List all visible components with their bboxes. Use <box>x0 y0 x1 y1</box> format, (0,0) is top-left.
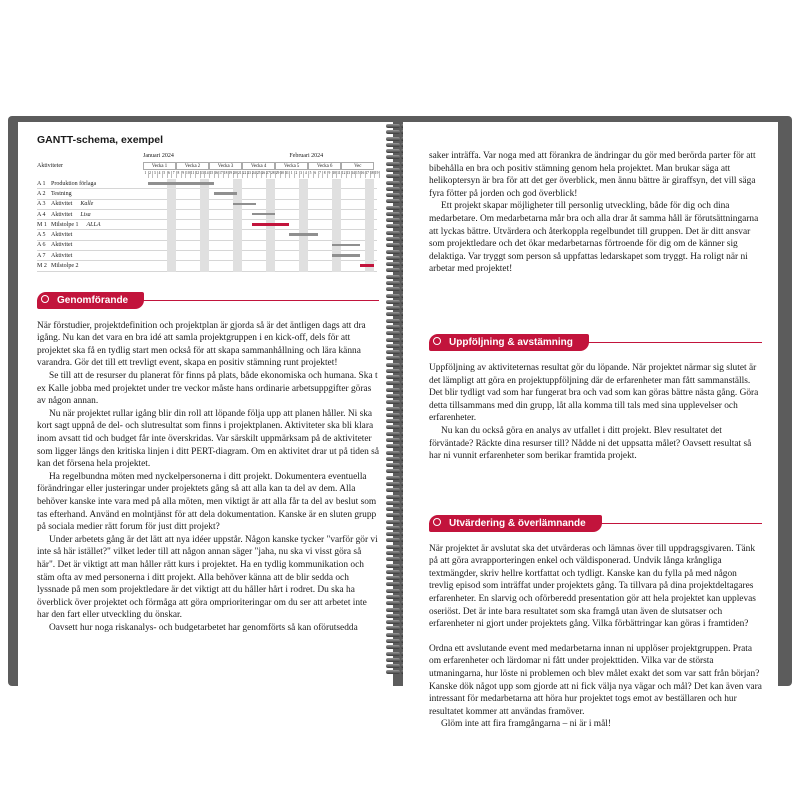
gantt-row <box>37 230 377 240</box>
gantt-day-label: 11 <box>337 171 343 178</box>
gantt-week-label: Vecka 5 <box>275 162 308 170</box>
gantt-day-label: 22 <box>242 171 248 178</box>
paragraph: Glöm inte att fira framgångarna – ni är i mål! <box>441 719 611 730</box>
gantt-week-label: Vecka 1 <box>143 162 176 170</box>
gantt-activity-bar <box>214 192 238 195</box>
gantt-row-activity: Milstolpe 2 <box>51 263 79 270</box>
gantt-week-label: Vecka 6 <box>308 162 341 170</box>
gantt-days-row <box>37 170 377 179</box>
gantt-day-label: 9 <box>181 171 187 178</box>
gantt-row-label <box>37 242 141 248</box>
gantt-row-code: A 3 <box>37 201 46 208</box>
gantt-day-label: 6 <box>313 171 319 178</box>
gantt-row-activity: Aktivitet <box>51 252 73 259</box>
gantt-row <box>37 220 377 230</box>
gantt-day-label: 6 <box>167 171 173 178</box>
gantt-day-label: 1 <box>289 171 295 178</box>
paragraph: Nu kan du också göra en analys av utfallet i ditt projekt. Blev resultatet det förväntade? Räckte dina resurser till? Nådde ni det uppsatta målet? Oavsett resultat så har ni vunnit erfarenheter som berikar framtida projekt. <box>429 425 752 462</box>
gantt-row-label <box>37 222 141 228</box>
gantt-day-label: 4 <box>303 171 309 178</box>
gantt-row-grid <box>141 241 377 250</box>
gantt-row <box>37 251 377 261</box>
gantt-month-label: Januari 2024 <box>143 153 174 159</box>
paragraph: När förstudier, projektdefinition och projektplan är gjorda så är det äntligen dags att dra igång. Nu kan det vara en bra idé att samla projektgruppen i en kick-off, dels för att projektet ska få en tydlig start men också för att skapa sammanhållning och lära känna varandra. Gör det till ett trevligt event, skapa en positiv stämning runt projektet! <box>37 320 366 369</box>
gantt-day-label: 8 <box>322 171 328 178</box>
gantt-month-label: Februari 2024 <box>289 153 324 159</box>
paragraph: saker inträffa. Var noga med att förankra de ändringar du gör med berörda parter för att bibehålla en bra och positiv stämning genom hela projektet. Man brukar säga att helikoptersyn är bra för att det ger överblick, men ännu bättre är giraffsyn, det vill säga fyra fötter på jorden och god överblick! <box>429 151 756 199</box>
gantt-day-label: 1 <box>143 171 149 178</box>
gantt-day-label: 27 <box>266 171 272 178</box>
gantt-day-label: 11 <box>190 171 196 178</box>
gantt-day-label: 13 <box>346 171 352 178</box>
gantt-day-label: 8 <box>176 171 182 178</box>
gantt-activity-bar <box>233 203 257 206</box>
gantt-row-activity: Aktivitet <box>51 211 73 218</box>
gantt-activity-bar <box>252 213 276 216</box>
gantt-activity-bar <box>332 254 360 257</box>
section-header-utvardering <box>429 515 762 533</box>
gantt-row-grid <box>141 189 377 198</box>
section-title-utvardering: Utvärdering & överlämnande <box>429 515 602 532</box>
gantt-row-person: Kalle <box>80 201 94 208</box>
gantt-day-label: 18 <box>223 171 229 178</box>
gantt-day-label: 16 <box>214 171 220 178</box>
gantt-day-label: 3 <box>152 171 158 178</box>
gantt-weeks-row <box>37 161 377 170</box>
gantt-day-label: 21 <box>237 171 243 178</box>
section-header-uppfoljning <box>429 334 762 352</box>
uppfoljning-text <box>429 362 762 463</box>
gantt-day-label: 31 <box>285 171 291 178</box>
gantt-months <box>141 152 377 161</box>
gantt-day-label: 2 <box>148 171 154 178</box>
gantt-row-person: Lisa <box>80 211 91 218</box>
gantt-row-code: A 7 <box>37 252 46 259</box>
gantt-activity-bar <box>332 244 360 247</box>
gantt-row-grid <box>141 220 377 229</box>
gantt-row-label <box>37 181 141 187</box>
gantt-row-code: A 4 <box>37 211 46 218</box>
gantt-day-label: 18 <box>370 171 376 178</box>
gantt-row <box>37 200 377 210</box>
section-title-uppfoljning: Uppföljning & avstämning <box>429 334 589 351</box>
paragraph: Under arbetets gång är det lätt att nya idéer uppstår. Någon kanske tycker "varför gör vi inte så här istället?" vilket leder till att någon annan säger "jaha, nu ska vi visst göra så här". Det är viktigt att man håller rätt kurs i projektet. Ha en tydlig kommunikation och stäm ofta av med personerna i ditt projekt. Alla behöver känna att de blir sedda och lyssnade på men som projektledare är det viktigt att du håller hårt i rodret. Du ska ha överblick över projektet och förmåga att göra omprioriteringar om du ser att arbetet inte har den fart eller utveckling du önskar. <box>37 534 378 621</box>
gantt-row-activity: Milstolpe 1 <box>51 221 79 228</box>
gantt-day-label: 5 <box>162 171 168 178</box>
gantt-day-label: 19 <box>228 171 234 178</box>
gantt-row <box>37 210 377 220</box>
gantt-row-code: A 2 <box>37 190 46 197</box>
gantt-body <box>37 179 377 272</box>
gantt-row-activity: Aktivitet <box>51 201 73 208</box>
gantt-day-label: 10 <box>185 171 191 178</box>
gantt-day-label: 29 <box>275 171 281 178</box>
right-intro-text <box>429 150 762 276</box>
left-page <box>18 122 393 796</box>
gantt-milestone-bar <box>360 264 374 267</box>
gantt-activity-bar <box>289 233 317 236</box>
gantt-day-label: 23 <box>247 171 253 178</box>
gantt-day-label: 5 <box>308 171 314 178</box>
gantt-day-label: 9 <box>327 171 333 178</box>
gantt-day-label: 14 <box>351 171 357 178</box>
paragraph: Uppföljning av aktiviteternas resultat gör du löpande. När projektet närmar sig slutet är det lämpligt att göra en projektuppföljning där de erfarenheter man fått sammanställs. Det blir tydligt vad som har fungerat bra och vad som kan göras bättre nästa gång. Göra detta tillsammans med din grupp, låt alla komma till tals med sina upplevelser och erfarenheter. <box>429 362 759 424</box>
gantt-week-label: Vecka 4 <box>242 162 275 170</box>
gantt-day-label: 7 <box>318 171 324 178</box>
gantt-row-grid <box>141 210 377 219</box>
paragraph: Se till att de resurser du planerat för finns på plats, både ekonomiska och humana. Ska t ex Kalle jobba med projektet under tre veckor måste hans ordinarie arbetsuppgifter göras av någon annan. <box>37 371 378 407</box>
gantt-row <box>37 241 377 251</box>
gantt-row-grid <box>141 179 377 188</box>
gantt-day-label: 20 <box>233 171 239 178</box>
gantt-day-label: 19 <box>374 171 380 178</box>
gantt-day-label: 28 <box>270 171 276 178</box>
gantt-row-label <box>37 201 141 207</box>
gantt-row-label <box>37 212 141 218</box>
gantt-day-label: 14 <box>204 171 210 178</box>
gantt-row-label <box>37 232 141 238</box>
gantt-row-activity: Aktivitet <box>51 232 73 239</box>
paragraph: Oavsett hur noga riskanalys- och budgetarbetet har genomförts så kan oförutsedda <box>49 622 358 633</box>
gantt-day-label: 30 <box>280 171 286 178</box>
gantt-week-label: Vec <box>341 162 374 170</box>
gantt-week-label: Vecka 2 <box>176 162 209 170</box>
gantt-days <box>141 170 377 179</box>
left-body-text <box>37 320 379 635</box>
gantt-row-code: M 2 <box>37 263 47 270</box>
gantt-row-code: A 1 <box>37 180 46 187</box>
gantt-row <box>37 189 377 199</box>
section-header-genomforande <box>37 292 379 310</box>
paragraph: När projektet är avslutat ska det utvärderas och lämnas över till uppdragsgivaren. Tänk på att göra avrapporteringen enkel och väldisponerad. Undvik långa krångliga textmängder, skriv hellre kortfattat och tydligt. Kanske kan du fylla på med någon trevlig episod som inträffat under projektets gång. Ta tillvara på dina projektdeltagares erfarenheter. En slarvig och oförberedd presentation gör att hela projektet kan upplevas oseriöst. Det är inte bara resultatet som ska framgå utan även de slutsatser och erfarenheter ni gjort under projektets gång. Vilka förbättringar kan göras i framtiden? <box>429 543 756 630</box>
gantt-day-label: 12 <box>341 171 347 178</box>
gantt-day-label: 10 <box>332 171 338 178</box>
gantt-row <box>37 261 377 271</box>
gantt-row <box>37 179 377 189</box>
gantt-months-row <box>37 152 377 161</box>
gantt-row-activity: Produktion förlaga <box>51 180 97 187</box>
gantt-chart <box>37 152 377 272</box>
gantt-header-label: Aktiviteter <box>37 162 63 169</box>
gantt-activity-bar <box>148 182 214 185</box>
gantt-row-code: A 5 <box>37 232 46 239</box>
gantt-row-activity: Aktivitet <box>51 242 73 249</box>
gantt-row-label <box>37 191 141 197</box>
gantt-weeks <box>141 161 377 170</box>
section-title-genomforande: Genomförande <box>37 292 144 309</box>
gantt-day-label: 15 <box>355 171 361 178</box>
gantt-row-grid <box>141 200 377 209</box>
utvardering-text <box>429 543 762 731</box>
gantt-title: GANTT-schema, exempel <box>37 134 164 146</box>
gantt-day-label: 7 <box>171 171 177 178</box>
paragraph: Ett projekt skapar möjligheter till personlig utveckling, både för dig och dina medarbetare. Om medarbetarna mår bra och alla drar åt samma håll är förutsättningarna att lyckas bättre. Utvärdera och återkoppla regelbundet till gruppen. Det är ditt ansvar som projektledare och det ökar medarbetarnas förtroende för dig om de känner sig delaktiga. Var tryggt som person så uppfattas ledarskapet som tryggt. Ha roligt när ni arbetar med projektet! <box>429 201 759 275</box>
gantt-row-label <box>37 253 141 259</box>
gantt-day-label: 25 <box>256 171 262 178</box>
gantt-day-label: 12 <box>195 171 201 178</box>
paragraph: Ha regelbundna möten med nyckelpersonerna i ditt projekt. Dokumentera eventuella förändringar eller justeringar under projektets gång så att alla kan ta del av dem. Alla behöver kanske inte vara med på alla möten, men viktigt är att alla får ta del av beslut som tas efterhand. Använd en molntjänst för att dela dokumentation. Kanske är en sluten grupp på sociala medier rätt forum för just ditt projekt? <box>37 471 377 533</box>
gantt-day-label: 4 <box>157 171 163 178</box>
gantt-day-label: 16 <box>360 171 366 178</box>
gantt-day-label: 24 <box>252 171 258 178</box>
gantt-row-grid <box>141 230 377 239</box>
gantt-week-label: Vecka 3 <box>209 162 242 170</box>
gantt-day-label: 17 <box>219 171 225 178</box>
gantt-row-code: A 6 <box>37 242 46 249</box>
gantt-day-label: 13 <box>200 171 206 178</box>
gantt-day-label: 17 <box>365 171 371 178</box>
gantt-row-code: M 1 <box>37 221 47 228</box>
gantt-row-grid <box>141 251 377 260</box>
gantt-day-label: 15 <box>209 171 215 178</box>
right-page <box>403 122 778 796</box>
gantt-row-label <box>37 263 141 269</box>
gantt-day-label: 3 <box>299 171 305 178</box>
paragraph: Nu när projektet rullar igång blir din roll att löpande följa upp att planen håller. Ni ska kort sagt uppnå de del- och slutresultat som finns i projektplanen. Aktiviteter ska bli klara inom avsatt tid och budget får inte överskridas. Var särskilt uppmärksam på de aktiviteter som ligger längs den kritiska linjen i ditt PERT-diagram. Om en aktivitet drar ut på tiden så kan det försena hela projektet. <box>37 408 379 470</box>
gantt-row-person: ALLA <box>86 221 101 228</box>
gantt-row-grid <box>141 261 377 270</box>
gantt-day-label: 26 <box>261 171 267 178</box>
gantt-row-activity: Testning <box>51 190 72 197</box>
paragraph: Ordna ett avslutande event med medarbetarna innan ni upplöser projektgruppen. Prata om erfarenheter och lärdomar ni fått under projekttiden. Vilka var de största utmaningarna, hur löste ni problemen och blev målet exakt det som var satt från början? Kanske dök något upp som gjorde att ni fick välja nya vägar och mål? Det kan även vara intressant för medarbetarna att höra hur projektet togs emot av beställaren och hur resultatet kommer att användas framöver. <box>429 643 762 717</box>
gantt-milestone-bar <box>252 223 290 226</box>
gantt-day-label: 2 <box>294 171 300 178</box>
